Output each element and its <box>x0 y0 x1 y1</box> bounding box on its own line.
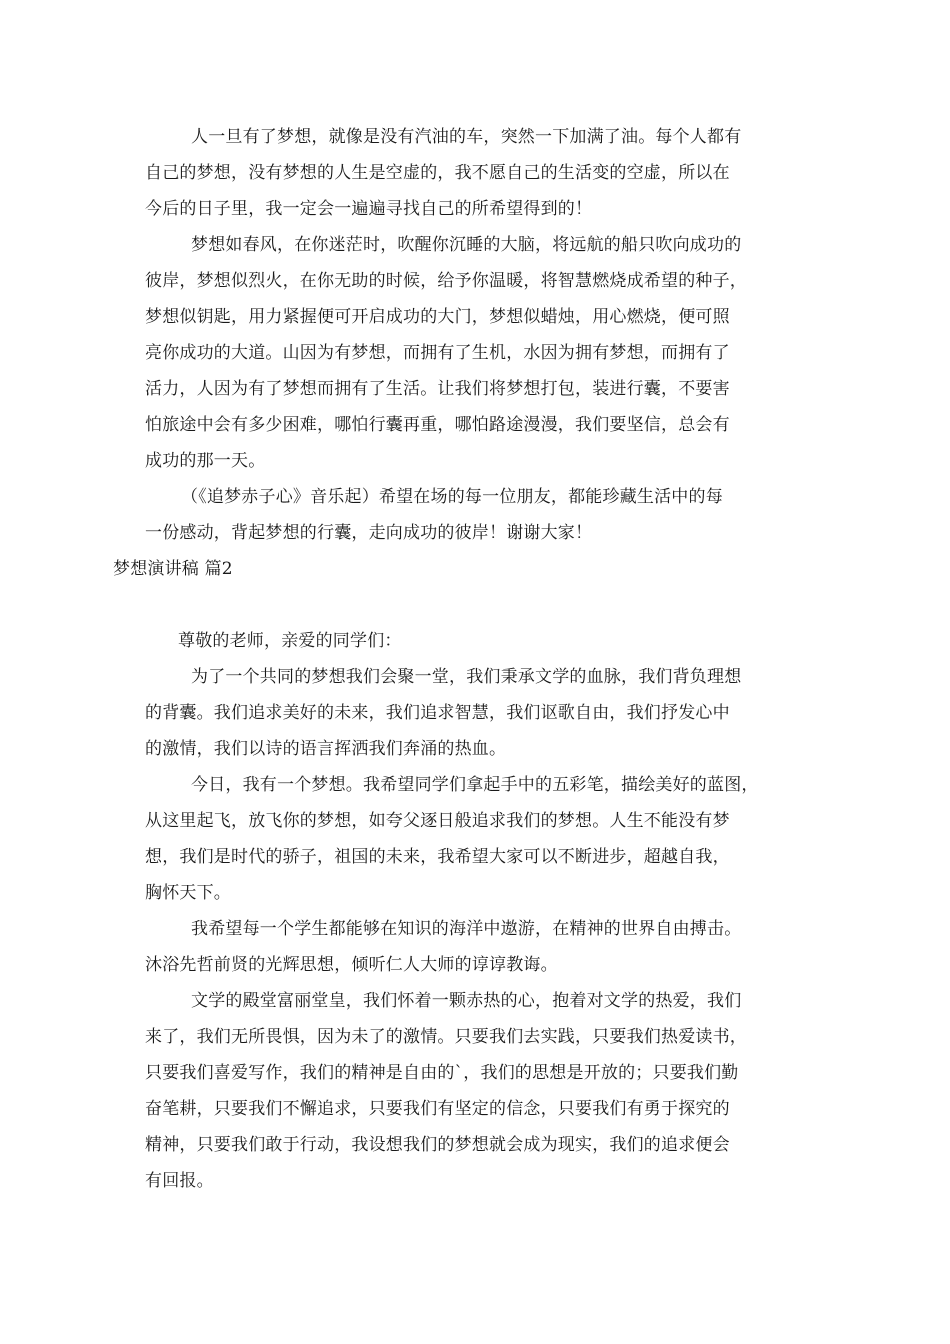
text-line: 文学的殿堂富丽堂皇，我们怀着一颗赤热的心，抱着对文学的热爱，我们 <box>191 991 742 1011</box>
text-line: 有回报。 <box>145 1171 214 1191</box>
text-line: 梦想似钥匙，用力紧握便可开启成功的大门，梦想似蜡烛，用心燃烧，便可照 <box>145 307 730 327</box>
text-line: 的激情，我们以诗的语言挥洒我们奔涌的热血。 <box>145 739 507 759</box>
text-line: 人一旦有了梦想，就像是没有汽油的车，突然一下加满了油。每个人都有 <box>191 127 742 147</box>
text-line: 成功的那一天。 <box>145 451 266 471</box>
text-line: 想，我们是时代的骄子，祖国的未来，我希望大家可以不断进步，超越自我， <box>145 847 730 867</box>
text-line: 奋笔耕，只要我们不懈追求，只要我们有坚定的信念，只要我们有勇于探究的 <box>145 1099 730 1119</box>
text-line: 从这里起飞，放飞你的梦想，如夸父逐日般追求我们的梦想。人生不能没有梦 <box>145 811 730 831</box>
text-line: 自己的梦想，没有梦想的人生是空虚的，我不愿自己的生活变的空虚，所以在 <box>145 163 730 183</box>
text-line: 沐浴先哲前贤的光辉思想，倾听仁人大师的谆谆教诲。 <box>145 955 558 975</box>
text-line: 今日，我有一个梦想。我希望同学们拿起手中的五彩笔，描绘美好的蓝图， <box>191 775 759 795</box>
text-line: 为了一个共同的梦想我们会聚一堂，我们秉承文学的血脉，我们背负理想 <box>191 667 742 687</box>
text-line: 梦想如春风，在你迷茫时，吹醒你沉睡的大脑，将远航的船只吹向成功的 <box>191 235 742 255</box>
text-line: 来了，我们无所畏惧，因为未了的激情。只要我们去实践，只要我们热爱读书， <box>145 1027 747 1047</box>
text-line: 今后的日子里，我一定会一遍遍寻找自己的所希望得到的！ <box>145 199 593 219</box>
text-line: 的背囊。我们追求美好的未来，我们追求智慧，我们讴歌自由，我们抒发心中 <box>145 703 730 723</box>
text-line: 活力，人因为有了梦想而拥有了生活。让我们将梦想打包，装进行囊，不要害 <box>145 379 730 399</box>
section-heading: 梦想演讲稿 篇2 <box>113 559 233 579</box>
text-line: 胸怀天下。 <box>145 883 231 903</box>
text-line: （《追梦赤子心》音乐起）希望在场的每一位朋友，都能珍藏生活中的每 <box>181 487 723 507</box>
text-line: 我希望每一个学生都能够在知识的海洋中遨游，在精神的世界自由搏击。 <box>191 919 742 939</box>
text-line: 精神，只要我们敢于行动，我设想我们的梦想就会成为现实，我们的追求便会 <box>145 1135 730 1155</box>
text-line: 怕旅途中会有多少困难，哪怕行囊再重，哪怕路途漫漫，我们要坚信，总会有 <box>145 415 730 435</box>
text-line: 亮你成功的大道。山因为有梦想，而拥有了生机，水因为拥有梦想，而拥有了 <box>145 343 730 363</box>
text-line: 一份感动，背起梦想的行囊，走向成功的彼岸！谢谢大家！ <box>145 523 593 543</box>
text-line: 彼岸，梦想似烈火，在你无助的时候，给予你温暖，将智慧燃烧成希望的种子， <box>145 271 747 291</box>
text-line: 只要我们喜爱写作，我们的精神是自由的`，我们的思想是开放的；只要我们勤 <box>145 1063 739 1083</box>
salutation: 尊敬的老师，亲爱的同学们： <box>178 631 402 651</box>
